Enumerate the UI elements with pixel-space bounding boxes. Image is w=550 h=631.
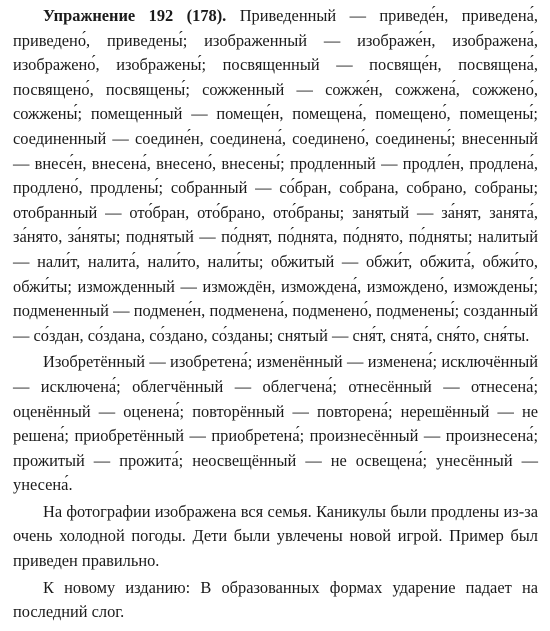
exercise-paragraph-1-text: Приведенный — приведе́н, приведена́, приведено́, приведены́; изображенный — изображе́н, изображена́, изображено́, изображены́; посвященный — посвяще́н, посвящена́, посвящено́, посвящены́; сожженный — сожже́н, сожжена́, сожжено́, сожжены́; помещенный — помеще́н, помещена́, помещено́, помещены́; соединенный — соедине́н, соединена́, соединено́, соединены́; внесенный — внесе́н, внесена́, внесено́, внесены́; продленный — продле́н, продлена́, продлено́, продлены́; собранный — со́бран, собрана, собрано, собраны; отобранный — ото́бран, ото́брано, ото́браны; занятый — за́нят, занята́, за́нято, за́няты; поднятый — по́днят, по́днята, по́днято, по́дняты; налитый — нали́т, налита́, нали́то, нали́ты; обжитый — обжи́т, обжита́, обжи́то, обжи́ты; изможденный — измождён, измождена́, измождено́, измождены́; подмененный — подмене́н, подменена́, подменено́, подменены́; созданный — со́здан, со́здана, со́здано, со́зданы; снятый — сня́т, снята́, сня́то, сня́ты. (13, 6, 538, 345)
exercise-title: Упражнение 192 (178). (43, 6, 227, 25)
exercise-paragraph-4: К новому изданию: В образованных формах ударение падает на последний слог. (13, 577, 538, 622)
exercise-paragraph-1 (13, 4, 538, 348)
exercise-paragraph-3: На фотографии изображена вся семья. Каникулы были продлены из-за очень холодной погоды. Дети были увлечены новой игрой. Пример был приведен правильно. (13, 501, 538, 571)
exercise-paragraph-2: Изобретённый — изобретена́; изменённый — изменена́; исключённый — исключена́; облегчённый — облегчена́; отнесённый — отнесена́; оценённый — оценена́; повторённый — повторена́; нерешённый — не решена́; приобретённый — приобретена́; произнесённый — произнесена́; прожитый — прожита́; неосвещённый — не освещена́; унесённый — унесена́. (13, 352, 538, 495)
